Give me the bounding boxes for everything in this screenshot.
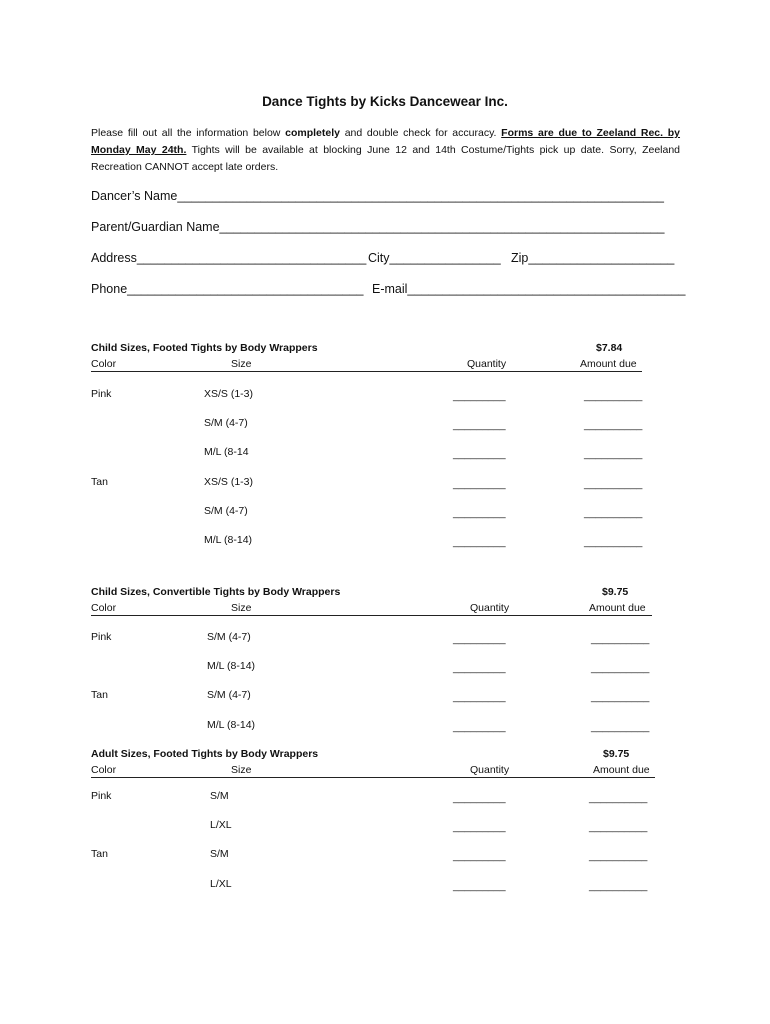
column-header-amount: Amount due [589,602,646,614]
quantity-blank[interactable]: _________ [453,792,506,804]
row-size: L/XL [210,878,232,890]
row-size: S/M (4-7) [207,689,251,701]
quantity-blank[interactable]: _________ [453,633,506,645]
section-price: $9.75 [602,586,629,598]
header-underline [91,615,652,616]
header-underline [91,371,642,372]
parent-name-field[interactable]: Parent/Guardian Name________________________________________________________________ [91,220,665,234]
amount-due-blank[interactable]: __________ [589,792,648,804]
column-header-amount: Amount due [580,358,637,370]
amount-due-blank[interactable]: __________ [589,850,648,862]
section-price: $9.75 [603,748,630,760]
quantity-blank[interactable]: _________ [453,821,506,833]
column-header-size: Size [231,602,252,614]
section-price: $7.84 [596,342,623,354]
row-size: S/M (4-7) [207,631,251,643]
quantity-blank[interactable]: _________ [453,662,506,674]
row-color: Tan [91,848,108,860]
row-color: Pink [91,631,112,643]
column-header-color: Color [91,602,117,614]
deadline-notice: Forms are due to Zeeland Rec. by Monday May 24th. [91,127,681,156]
header-underline [91,777,655,778]
amount-due-blank[interactable]: __________ [584,507,643,519]
amount-due-blank[interactable]: __________ [584,536,643,548]
amount-due-blank[interactable]: __________ [591,691,650,703]
column-header-amount: Amount due [593,764,650,776]
city-field[interactable]: City________________ [368,251,501,265]
instructions-text-3: Tights will be available at blocking June 12 and 14th Costume/Tights pick up date. Sorry, Zeeland Recreation CANNOT accept late orders. [91,144,681,173]
amount-due-blank[interactable]: __________ [591,721,650,733]
quantity-blank[interactable]: _________ [453,691,506,703]
instructions-paragraph [91,125,680,176]
column-header-color: Color [91,764,117,776]
amount-due-blank[interactable]: __________ [591,662,650,674]
row-size: L/XL [210,819,232,831]
row-size: S/M [210,848,229,860]
column-header-size: Size [231,358,252,370]
row-size: XS/S (1-3) [204,388,254,400]
instructions-text-2: and double check for accuracy. [339,127,502,139]
row-size: S/M (4-7) [204,417,248,429]
amount-due-blank[interactable]: __________ [589,821,648,833]
column-header-quantity: Quantity [470,764,510,776]
row-size: M/L (8-14) [207,719,256,731]
amount-due-blank[interactable]: __________ [584,478,643,490]
column-header-quantity: Quantity [470,602,510,614]
row-color: Pink [91,790,112,802]
section-title: Child Sizes, Convertible Tights by Body Wrappers [91,586,341,598]
amount-due-blank[interactable]: __________ [591,633,650,645]
column-header-size: Size [231,764,252,776]
address-field[interactable]: Address_________________________________ [91,251,367,265]
row-size: S/M (4-7) [204,505,248,517]
amount-due-blank[interactable]: __________ [584,419,643,431]
quantity-blank[interactable]: _________ [453,850,506,862]
row-color: Tan [91,689,108,701]
quantity-blank[interactable]: _________ [453,721,506,733]
instructions-text-1: Please fill out all the information below [91,127,286,139]
row-color: Pink [91,388,112,400]
row-size: M/L (8-14) [204,534,253,546]
quantity-blank[interactable]: _________ [453,536,506,548]
row-size: XS/S (1-3) [204,476,254,488]
zip-field[interactable]: Zip_____________________ [511,251,675,265]
page-title: Dance Tights by Kicks Dancewear Inc. [262,94,508,109]
quantity-blank[interactable]: _________ [453,478,506,490]
column-header-color: Color [91,358,117,370]
quantity-blank[interactable]: _________ [453,507,506,519]
quantity-blank[interactable]: _________ [453,448,506,460]
email-field[interactable]: E-mail________________________________________ [372,282,686,296]
row-color: Tan [91,476,108,488]
section-title: Adult Sizes, Footed Tights by Body Wrappers [91,748,319,760]
phone-field[interactable]: Phone__________________________________ [91,282,364,296]
quantity-blank[interactable]: _________ [453,419,506,431]
column-header-quantity: Quantity [467,358,507,370]
amount-due-blank[interactable]: __________ [584,448,643,460]
amount-due-blank[interactable]: __________ [589,880,648,892]
instructions-emphasis: completely [285,127,340,139]
quantity-blank[interactable]: _________ [453,880,506,892]
row-size: M/L (8-14 [204,446,249,458]
row-size: M/L (8-14) [207,660,256,672]
section-title: Child Sizes, Footed Tights by Body Wrappers [91,342,318,354]
amount-due-blank[interactable]: __________ [584,390,643,402]
quantity-blank[interactable]: _________ [453,390,506,402]
row-size: S/M [210,790,229,802]
dancer-name-field[interactable]: Dancer’s Name______________________________________________________________________ [91,189,665,203]
